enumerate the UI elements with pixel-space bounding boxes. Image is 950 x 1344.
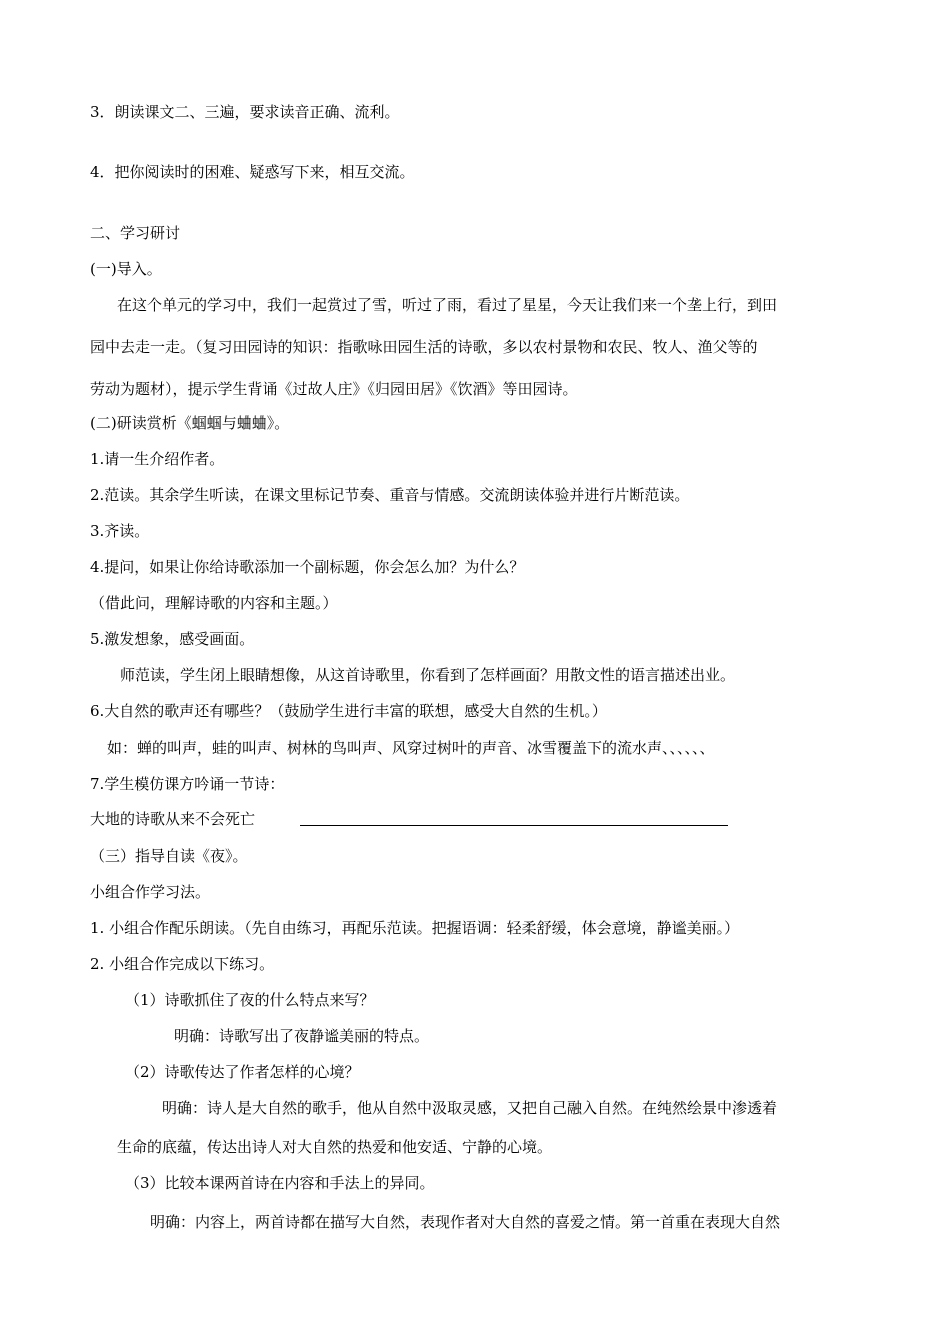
list-item: 5.激发想象，感受画面。: [90, 630, 255, 648]
list-item: 2. 小组合作完成以下练习。: [90, 955, 275, 973]
answer-line: 生命的底蕴，传达出诗人对大自然的热爱和他安适、宁静的心境。: [117, 1138, 553, 1156]
answer-line: 明确：内容上，两首诗都在描写大自然，表现作者对大自然的喜爱之情。第一首重在表现大自然: [150, 1213, 781, 1231]
list-item: 1.请一生介绍作者。: [90, 450, 225, 468]
paragraph-line: 在这个单元的学习中，我们一起赏过了雪，听过了雨，看过了星星，今天让我们来一个垄上行，到田: [117, 296, 778, 314]
answer-line: 明确：诗人是大自然的歌手，他从自然中汲取灵感，又把自己融入自然。在纯然绘景中渗透着: [162, 1099, 778, 1117]
text-line: 4．把你阅读时的困难、疑惑写下来，相互交流。: [90, 163, 415, 181]
list-item: 7.学生模仿课方吟诵一节诗：: [90, 775, 285, 793]
text-line: 3．朗读课文二、三遍，要求读音正确、流利。: [90, 103, 400, 121]
list-item: 1. 小组合作配乐朗读。（先自由练习，再配乐范读。把握语调：轻柔舒缓，体会意境，静谧美丽。）: [90, 919, 740, 937]
section-heading: 二、学习研讨: [90, 224, 181, 242]
note-line: （借此问，理解诗歌的内容和主题。）: [90, 594, 338, 612]
paragraph-line: 师范读，学生闭上眼睛想像，从这首诗歌里，你看到了怎样画面？用散文性的语言描述出业。: [120, 666, 736, 684]
list-item: 6.大自然的歌声还有哪些？（鼓励学生进行丰富的联想，感受大自然的生机。）: [90, 702, 607, 720]
paragraph-line: 劳动为题材），提示学生背诵《过故人庄》《归园田居》《饮酒》等田园诗。: [90, 380, 578, 398]
list-item: 4.提问，如果让你给诗歌添加一个副标题，你会怎么加？为什么？: [90, 558, 525, 576]
paragraph-line: 园中去走一走。（复习田园诗的知识：指歌咏田园生活的诗歌，多以农村景物和农民、牧人、渔父等的: [90, 338, 758, 356]
question-line: （3）比较本课两首诗在内容和手法上的异同。: [125, 1174, 435, 1192]
subsection-heading: (二)研读赏析《蝈蝈与蛐蛐》。: [90, 414, 290, 432]
question-line: （2）诗歌传达了作者怎样的心境？: [125, 1063, 360, 1081]
answer-line: 明确：诗歌写出了夜静谧美丽的特点。: [174, 1027, 430, 1045]
list-item: 3.齐读。: [90, 522, 150, 540]
poem-line: 大地的诗歌从来不会死亡: [90, 810, 256, 828]
question-line: （1）诗歌抓住了夜的什么特点来写？: [125, 991, 375, 1009]
subsection-heading: (一)导入。: [90, 260, 162, 278]
fill-in-blank-line: [300, 825, 728, 826]
paragraph-line: 小组合作学习法。: [90, 883, 211, 901]
subsection-heading: （三）指导自读《夜》。: [90, 847, 248, 865]
list-item: 2.范读。其余学生听读，在课文里标记节奏、重音与情感。交流朗读体验并进行片断范读。: [90, 486, 690, 504]
paragraph-line: 如：蝉的叫声，蛙的叫声、树林的鸟叫声、风穿过树叶的声音、冰雪覆盖下的流水声、、、、、、: [107, 739, 715, 757]
